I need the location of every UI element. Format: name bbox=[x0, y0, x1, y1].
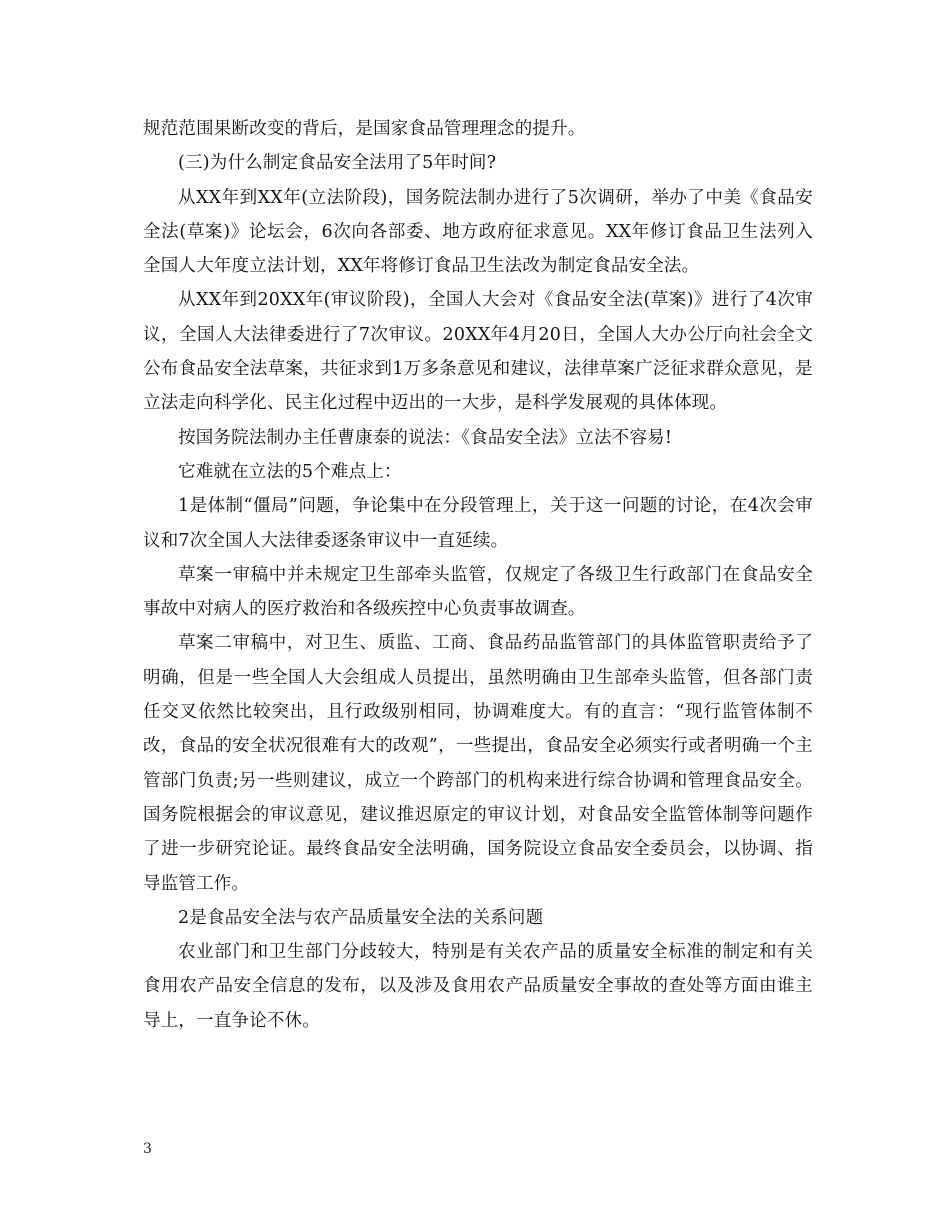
paragraph-9: 草案二审稿中，对卫生、质监、工商、食品药品监管部门的具体监管职责给予了明确，但是一些全国人大会组成人员提出，虽然明确由卫生部牵头监管，但各部门责任交叉依然比较突出，且行政级别相同，协调难度大。有的直言：“现行监管体制不改，食品的安全状况很难有大的改观”，一些提出，食品安全必须实行或者明确一个主管部门负责;另一些则建议，成立一个跨部门的机构来进行综合协调和管理食品安全。国务院根据会的审议意见，建议推迟原定的审议计划，对食品安全监管体制等问题作了进一步研究论证。最终食品安全法明确，国务院设立食品安全委员会，以协调、指导监管工作。 bbox=[143, 633, 813, 894]
paragraph-5: 按国务院法制办主任曹康泰的说法：《食品安全法》立法不容易! bbox=[178, 427, 673, 448]
paragraph-4: 从XX年到20XX年(审议阶段)，全国人大会对《食品安全法(草案)》进行了4次审议，全国人大法律委进行了7次审议。20XX年4月20日，全国人大办公厅向社会全文公布食品安全法草案，共征求到1万多条意见和建议，法律草案广泛征求群众意见，是立法走向科学化、民主化过程中迈出的一大步，是科学发展观的具体体现。 bbox=[143, 290, 813, 414]
paragraph-2-heading: (三)为什么制定食品安全法用了5年时间? bbox=[178, 153, 497, 174]
paragraph-10: 2是食品安全法与农产品质量安全法的关系问题 bbox=[178, 907, 544, 928]
document-body bbox=[143, 112, 813, 1038]
paragraph-6: 它难就在立法的5个难点上： bbox=[178, 461, 402, 482]
page-number: 3 bbox=[143, 1141, 152, 1157]
paragraph-7: 1是体制“僵局”问题，争论集中在分段管理上，关于这一问题的讨论，在4次会审议和7次全国人大法律委逐条审议中一直延续。 bbox=[143, 496, 813, 551]
paragraph-1: 规范范围果断改变的背后，是国家食品管理理念的提升。 bbox=[143, 119, 586, 139]
paragraph-3: 从XX年到XX年(立法阶段)，国务院法制办进行了5次调研，举办了中美《食品安全法(草案)》论坛会，6次向各部委、地方政府征求意见。XX年修订食品卫生法列入全国人大年度立法计划，XX年将修订食品卫生法改为制定食品安全法。 bbox=[143, 187, 813, 277]
paragraph-11: 农业部门和卫生部门分歧较大，特别是有关农产品的质量安全标准的制定和有关食用农产品安全信息的发布，以及涉及食用农产品质量安全事故的查处等方面由谁主导上，一直争论不休。 bbox=[143, 942, 813, 1031]
paragraph-8: 草案一审稿中并未规定卫生部牵头监管，仅规定了各级卫生行政部门在食品安全事故中对病人的医疗救治和各级疾控中心负责事故调查。 bbox=[143, 564, 813, 620]
